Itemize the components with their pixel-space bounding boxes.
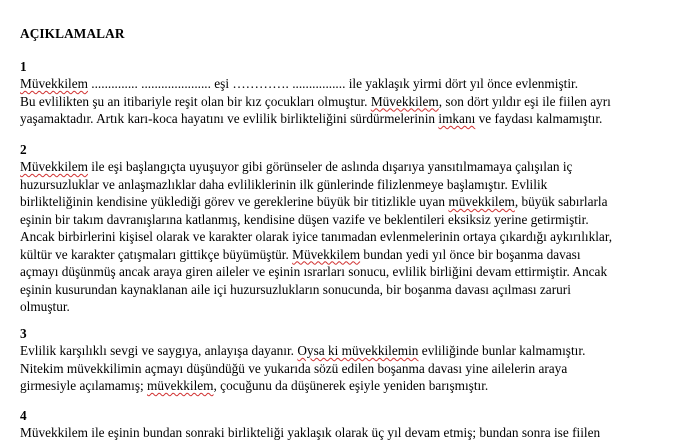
- text-span: imkanı: [438, 111, 476, 126]
- paragraph-line: [20, 246, 672, 264]
- text-span: evliliğinde bunlar kalmamıştır.: [418, 343, 586, 358]
- paragraph-line: [20, 110, 672, 128]
- paragraph-line: [20, 228, 672, 246]
- text-span: müvekkilem: [448, 194, 515, 209]
- text-span: Müvekkilem ile eşinin bundan sonraki birlikteliği yaklaşık olarak üç yıl devam etmiş; bundan sonra ise fiilen: [20, 425, 601, 440]
- text-span: yaşamaktadır. Artık karı-koca hayatını ve evlilik birlikteliğini sürdürmelerinin: [20, 111, 439, 126]
- paragraph-line: [20, 193, 672, 211]
- document-title: AÇIKLAMALAR: [20, 26, 125, 41]
- paragraph-line: [20, 158, 672, 176]
- text-span: huzursuzluklar ve anlaşmazlıklar daha evliliklerinin ilk günlerinde filizlenmeye başlamıştır. Evlilik: [20, 176, 548, 192]
- text-span: eşinin kusurundan kaynaklanan aile içi huzursuzlukların sonucunda, bir boşanma davası açılması zaruri: [20, 281, 571, 297]
- text-span: , son dört yıldır eşi ile fiilen ayrı: [438, 93, 611, 109]
- text-span: Evlilik karşılıklı sevgi ve saygıya, anlayışa dayanır.: [20, 343, 298, 358]
- paragraph-line: [20, 93, 672, 111]
- text-span: Müvekkilem: [20, 76, 88, 91]
- text-span: Ancak birbirlerini kişisel olarak ve karakter olarak iyice tanımadan evlenmelerinin ortaya çıkardığı aykırılıklar,: [20, 229, 613, 244]
- text-span: birlikteliğinin kendisine yüklediği görev ve gereklerine büyük bir titizlikle uyan: [20, 194, 449, 209]
- text-span: , çocuğunu da düşünerek eşiyle yeniden barışmıştır.: [213, 378, 489, 393]
- section-3: [20, 325, 672, 395]
- text-span: Bu evlilikten şu an itibariyle reşit olan bir kız çocukları olmuştur.: [20, 93, 371, 109]
- paragraph-line: [20, 281, 672, 299]
- text-span: açmayı düşünmüş ancak araya giren aileler ve eşinin ısrarları sonucu, evlilik birliğini devam ettirmiştir. Ancak: [20, 264, 608, 279]
- text-span: Müvekkilem: [292, 246, 361, 262]
- text-span: ve faydası kalmamıştır.: [475, 111, 603, 126]
- paragraph-line: [20, 342, 672, 360]
- paragraph-line: [20, 263, 672, 281]
- paragraph-line: [20, 424, 672, 442]
- paragraph-line: [20, 176, 672, 194]
- paragraph-line: [20, 377, 672, 395]
- section-1: [20, 58, 672, 128]
- section-number: 3: [20, 326, 27, 341]
- section-2: [20, 141, 672, 316]
- text-span: Müvekkilem: [370, 93, 439, 109]
- text-span: Oysa ki müvekkilemin: [297, 343, 419, 358]
- paragraph-line: [20, 75, 672, 93]
- text-span: müvekkilem: [147, 378, 214, 393]
- text-span: girmesiyle açılamamış;: [20, 378, 148, 393]
- text-span: , büyük sabırlarla: [514, 194, 608, 209]
- text-span: Nitekim müvekkilimin açmayı düşündüğü ve yukarıda sözü edilen boşanma davası yine ailelerin araya: [20, 360, 568, 376]
- section-number: 1: [20, 59, 27, 74]
- text-span: olmuştur.: [20, 299, 70, 314]
- section-number: 4: [20, 408, 27, 423]
- text-span: .............. ..................... eşi …………. ................ ile yaklaşık yirmi dört yıl önce evlenmiştir.: [87, 76, 579, 91]
- text-span: Müvekkilem: [20, 159, 88, 174]
- section-number: 2: [20, 142, 27, 157]
- paragraph-line: [20, 211, 672, 229]
- text-span: ile eşi başlangıçta uyuşuyor gibi görünseler de aslında dışarıya yansıtılmamaya çalışılan iç: [87, 159, 573, 174]
- text-span: eşinin bir takım davranışlarına katlanmış, kendisine düşen vazife ve beklentileri eksiksiz yerine getirmiştir.: [20, 211, 589, 227]
- text-span: kültür ve karakter çatışmaları gittikçe büyümüştür.: [20, 246, 293, 262]
- section-4: [20, 407, 672, 442]
- paragraph-line: [20, 298, 672, 316]
- text-span: bundan yedi yıl önce bir boşanma davası: [360, 246, 581, 262]
- paragraph-line: [20, 360, 672, 378]
